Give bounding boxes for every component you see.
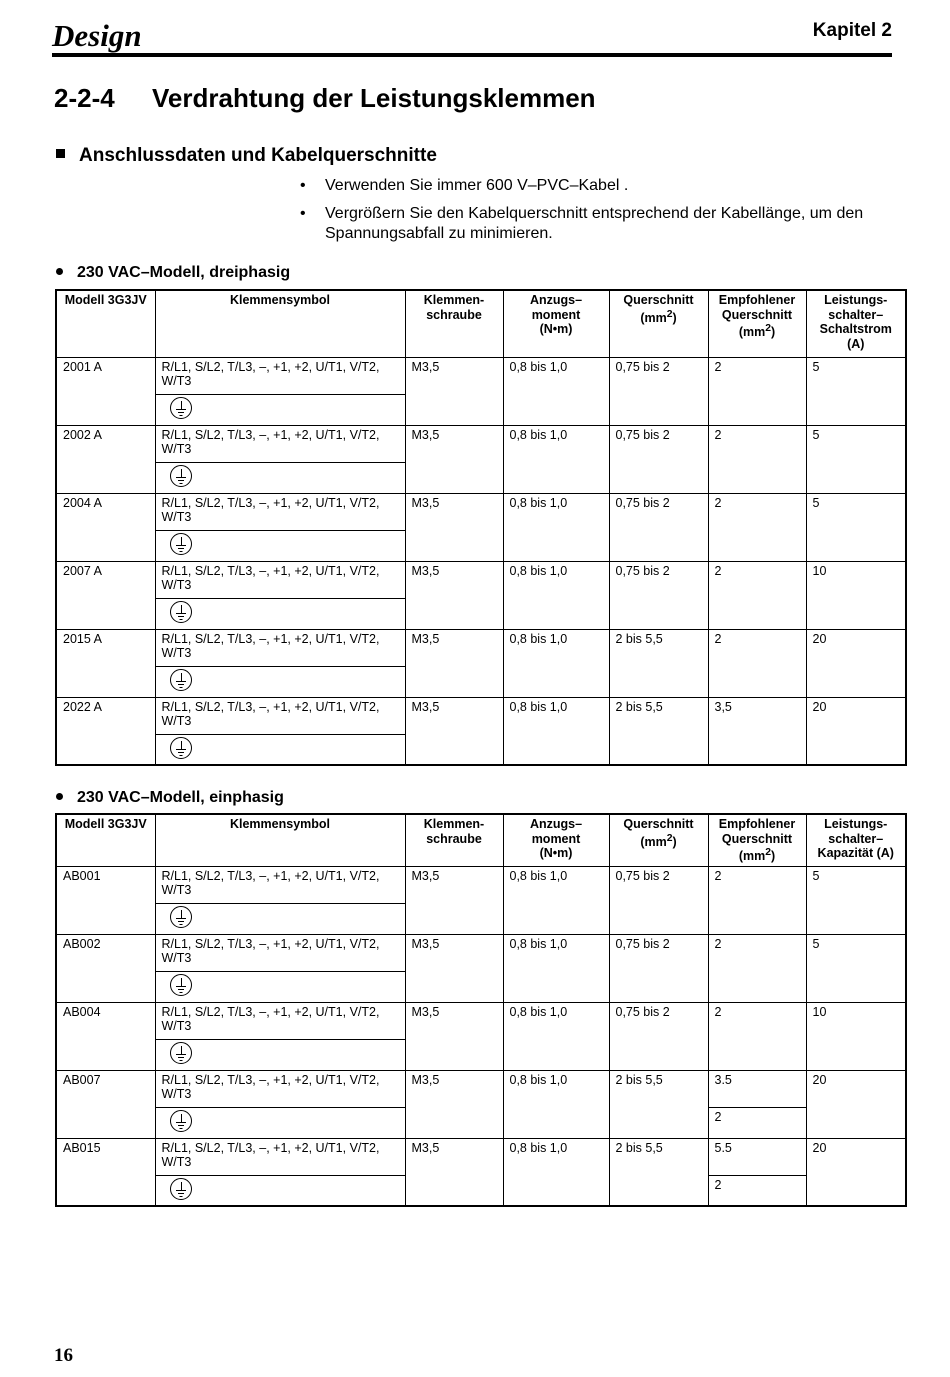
cell-breaker: 5 <box>806 934 906 1002</box>
bullet-dot-icon <box>56 268 63 275</box>
cell-cross-section: 2 bis 5,5 <box>609 697 708 765</box>
cell-recommended: 3.5 <box>708 1070 806 1107</box>
cell-cross-section: 0,75 bis 2 <box>609 866 708 934</box>
cell-cross-section: 0,75 bis 2 <box>609 493 708 561</box>
ground-symbol-icon <box>170 533 192 555</box>
col-header-recommended: Empfohlener Querschnitt $(mm^2)$ <box>708 814 806 866</box>
table-row <box>56 1002 906 1039</box>
table2-title-text: 230 VAC–Modell, einphasig <box>77 789 284 806</box>
ground-symbol-icon <box>170 974 192 996</box>
cell-terminal-symbols: R/L1, S/L2, T/L3, –, +1, +2, U/T1, V/T2, W/T3 <box>155 1002 405 1039</box>
ground-symbol-icon <box>170 1110 192 1132</box>
cell-recommended: 2 <box>708 934 806 1002</box>
cell-torque: 0,8 bis 1,0 <box>503 425 609 493</box>
cell-recommended: 2 <box>708 357 806 425</box>
col-header-screw: Klemmen-schraube <box>405 814 503 866</box>
cell-ground-symbol <box>155 903 405 934</box>
cell-model: 2022 A <box>56 697 155 765</box>
col-header-model: Modell 3G3JV <box>56 290 155 357</box>
subsection-title: Anschlussdaten und Kabelquerschnitte <box>79 145 437 166</box>
ground-symbol-icon <box>170 1042 192 1064</box>
cell-model: 2002 A <box>56 425 155 493</box>
col-header-model: Modell 3G3JV <box>56 814 155 866</box>
bullet-item: • Vergrößern Sie den Kabelquerschnitt entsprechend der Kabellänge, um den Spannungsabfall zu minimieren. <box>300 204 900 244</box>
cell-cross-section: 0,75 bis 2 <box>609 357 708 425</box>
col-header-cross-section: Querschnitt $(mm^2)$ <box>609 814 708 866</box>
cell-cross-section: 2 bis 5,5 <box>609 1070 708 1138</box>
cell-screw: M3,5 <box>405 1002 503 1070</box>
cell-recommended: 2 <box>708 629 806 697</box>
ground-symbol-icon <box>170 465 192 487</box>
cell-breaker: 10 <box>806 1002 906 1070</box>
cell-ground-symbol <box>155 1107 405 1138</box>
table-row <box>56 697 906 734</box>
cell-screw: M3,5 <box>405 866 503 934</box>
cell-breaker: 5 <box>806 493 906 561</box>
bullet-dot-icon <box>56 793 63 800</box>
table1-title-text: 230 VAC–Modell, dreiphasig <box>77 264 291 281</box>
page-number: 16 <box>54 1345 73 1366</box>
cell-model: 2015 A <box>56 629 155 697</box>
cell-terminal-symbols: R/L1, S/L2, T/L3, –, +1, +2, U/T1, V/T2, W/T3 <box>155 629 405 666</box>
col-header-screw: Klemmen-schraube <box>405 290 503 357</box>
cell-screw: M3,5 <box>405 934 503 1002</box>
cell-breaker: 5 <box>806 425 906 493</box>
cell-recommended-ground: 2 <box>708 1175 806 1206</box>
cell-recommended: 2 <box>708 425 806 493</box>
header-rule <box>52 53 892 57</box>
col-header-cross-section: Querschnitt $(mm^2)$ <box>609 290 708 357</box>
cell-terminal-symbols: R/L1, S/L2, T/L3, –, +1, +2, U/T1, V/T2, W/T3 <box>155 493 405 530</box>
col-header-torque: Anzugs–moment (N•m) <box>503 814 609 866</box>
cell-recommended: 3,5 <box>708 697 806 765</box>
cell-recommended: 2 <box>708 561 806 629</box>
cell-screw: M3,5 <box>405 629 503 697</box>
col-header-breaker: Leistungs-schalter–Schaltstrom (A) <box>806 290 906 357</box>
cell-torque: 0,8 bis 1,0 <box>503 934 609 1002</box>
cell-torque: 0,8 bis 1,0 <box>503 493 609 561</box>
cell-terminal-symbols: R/L1, S/L2, T/L3, –, +1, +2, U/T1, V/T2, W/T3 <box>155 1138 405 1175</box>
subsection-heading <box>56 145 437 167</box>
table-row <box>56 561 906 598</box>
cell-recommended-ground: 2 <box>708 1107 806 1138</box>
cell-breaker: 5 <box>806 357 906 425</box>
cell-screw: M3,5 <box>405 561 503 629</box>
section-heading <box>54 83 596 114</box>
cell-recommended: 2 <box>708 866 806 934</box>
cell-ground-symbol <box>155 394 405 425</box>
cell-terminal-symbols: R/L1, S/L2, T/L3, –, +1, +2, U/T1, V/T2, W/T3 <box>155 561 405 598</box>
bullet-list <box>300 176 900 252</box>
cell-breaker: 10 <box>806 561 906 629</box>
cell-model: 2001 A <box>56 357 155 425</box>
table-row <box>56 866 906 903</box>
cell-cross-section: 2 bis 5,5 <box>609 1138 708 1206</box>
section-number: 2-2-4 <box>54 83 115 113</box>
cell-ground-symbol <box>155 530 405 561</box>
cell-ground-symbol <box>155 462 405 493</box>
table1-title <box>56 264 290 282</box>
cell-breaker: 5 <box>806 866 906 934</box>
table-row <box>56 425 906 462</box>
table-row <box>56 1138 906 1175</box>
cell-model: AB004 <box>56 1002 155 1070</box>
cell-torque: 0,8 bis 1,0 <box>503 866 609 934</box>
cell-cross-section: 0,75 bis 2 <box>609 934 708 1002</box>
cell-breaker: 20 <box>806 697 906 765</box>
cell-screw: M3,5 <box>405 357 503 425</box>
col-header-symbol: Klemmensymbol <box>155 290 405 357</box>
cell-breaker: 20 <box>806 1070 906 1138</box>
cell-ground-symbol <box>155 598 405 629</box>
cell-torque: 0,8 bis 1,0 <box>503 1070 609 1138</box>
chapter-label: Kapitel 2 <box>812 20 892 41</box>
cell-screw: M3,5 <box>405 697 503 765</box>
running-header-title: Design <box>52 18 142 53</box>
cell-cross-section: 0,75 bis 2 <box>609 561 708 629</box>
cell-terminal-symbols: R/L1, S/L2, T/L3, –, +1, +2, U/T1, V/T2, W/T3 <box>155 357 405 394</box>
cell-torque: 0,8 bis 1,0 <box>503 1138 609 1206</box>
cell-screw: M3,5 <box>405 1138 503 1206</box>
table-row <box>56 357 906 394</box>
ground-symbol-icon <box>170 737 192 759</box>
ground-symbol-icon <box>170 669 192 691</box>
single-phase-table <box>55 813 907 1207</box>
cell-model: 2007 A <box>56 561 155 629</box>
cell-torque: 0,8 bis 1,0 <box>503 357 609 425</box>
ground-symbol-icon <box>170 601 192 623</box>
table-header-row <box>56 290 906 357</box>
cell-ground-symbol <box>155 666 405 697</box>
cell-torque: 0,8 bis 1,0 <box>503 561 609 629</box>
cell-model: AB002 <box>56 934 155 1002</box>
cell-ground-symbol <box>155 1039 405 1070</box>
ground-symbol-icon <box>170 1178 192 1200</box>
cell-breaker: 20 <box>806 629 906 697</box>
cell-torque: 0,8 bis 1,0 <box>503 629 609 697</box>
table-row <box>56 493 906 530</box>
table-row <box>56 1070 906 1107</box>
cell-model: 2004 A <box>56 493 155 561</box>
cell-ground-symbol <box>155 1175 405 1206</box>
table-row <box>56 934 906 971</box>
cell-cross-section: 0,75 bis 2 <box>609 1002 708 1070</box>
cell-ground-symbol <box>155 971 405 1002</box>
cell-recommended: 2 <box>708 1002 806 1070</box>
col-header-symbol: Klemmensymbol <box>155 814 405 866</box>
square-bullet-icon <box>56 149 65 158</box>
cell-terminal-symbols: R/L1, S/L2, T/L3, –, +1, +2, U/T1, V/T2, W/T3 <box>155 1070 405 1107</box>
three-phase-table <box>55 289 907 766</box>
cell-cross-section: 0,75 bis 2 <box>609 425 708 493</box>
cell-terminal-symbols: R/L1, S/L2, T/L3, –, +1, +2, U/T1, V/T2, W/T3 <box>155 866 405 903</box>
cell-screw: M3,5 <box>405 493 503 561</box>
cell-terminal-symbols: R/L1, S/L2, T/L3, –, +1, +2, U/T1, V/T2, W/T3 <box>155 697 405 734</box>
table-row <box>56 629 906 666</box>
cell-cross-section: 2 bis 5,5 <box>609 629 708 697</box>
cell-screw: M3,5 <box>405 1070 503 1138</box>
table-header-row <box>56 814 906 866</box>
cell-terminal-symbols: R/L1, S/L2, T/L3, –, +1, +2, U/T1, V/T2, W/T3 <box>155 425 405 462</box>
cell-terminal-symbols: R/L1, S/L2, T/L3, –, +1, +2, U/T1, V/T2, W/T3 <box>155 934 405 971</box>
cell-breaker: 20 <box>806 1138 906 1206</box>
col-header-breaker: Leistungs-schalter–Kapazität (A) <box>806 814 906 866</box>
col-header-torque: Anzugs–moment (N•m) <box>503 290 609 357</box>
cell-torque: 0,8 bis 1,0 <box>503 697 609 765</box>
cell-screw: M3,5 <box>405 425 503 493</box>
cell-recommended: 5.5 <box>708 1138 806 1175</box>
cell-ground-symbol <box>155 734 405 765</box>
cell-torque: 0,8 bis 1,0 <box>503 1002 609 1070</box>
cell-model: AB015 <box>56 1138 155 1206</box>
cell-model: AB001 <box>56 866 155 934</box>
bullet-item: • Verwenden Sie immer 600 V–PVC–Kabel . <box>300 176 900 196</box>
ground-symbol-icon <box>170 397 192 419</box>
cell-recommended: 2 <box>708 493 806 561</box>
ground-symbol-icon <box>170 906 192 928</box>
section-title: Verdrahtung der Leistungsklemmen <box>152 83 596 113</box>
cell-model: AB007 <box>56 1070 155 1138</box>
col-header-recommended: Empfohlener Querschnitt $(mm^2)$ <box>708 290 806 357</box>
table2-title <box>56 789 284 807</box>
